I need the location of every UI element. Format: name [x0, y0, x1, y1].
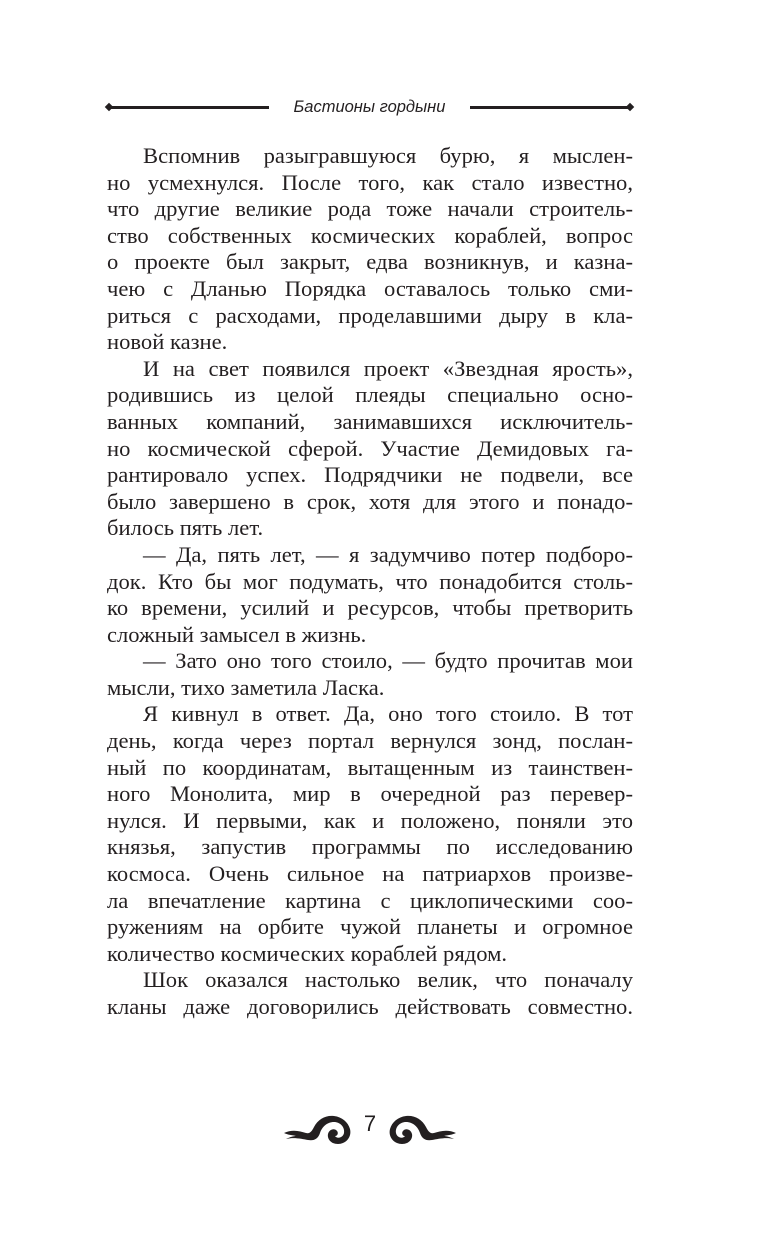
text-line: И на свет появился проект «Звездная ярость», [143, 355, 633, 381]
paragraph [107, 143, 633, 356]
text-line: рантировало успех. Подрядчики не подвели, все [107, 462, 633, 488]
text-line: ружениям на орбите чужой планеты и огромное [107, 914, 633, 940]
text-line: билось пять лет. [107, 515, 264, 541]
text-line: князья, запустив программы по исследованию [107, 834, 633, 860]
running-head [105, 94, 634, 120]
page-number: 7 [363, 1111, 377, 1136]
text-line: Шок оказался настолько велик, что поначалу [143, 967, 633, 993]
page-footer [270, 1105, 470, 1155]
text-line: космоса. Очень сильное на патриархов произве- [107, 861, 633, 887]
text-line: мысли, тихо заметила Ласка. [107, 674, 385, 700]
text-line: ла впечатление картина с циклопическими соо- [107, 887, 633, 913]
text-line: было завершено в срок, хотя для этого и понадо- [107, 488, 633, 514]
text-line: но космической сферой. Участие Демидовых га- [107, 435, 633, 461]
text-line: день, когда через портал вернулся зонд, послан- [107, 728, 633, 754]
text-line: количество космических кораблей рядом. [107, 940, 508, 966]
text-line: ванных компаний, занимавшихся исключитель- [107, 408, 633, 434]
text-line: ко времени, усилий и ресурсов, чтобы претворить [107, 595, 633, 621]
text-line: чею с Дланью Порядка оставалось только сми- [107, 275, 633, 301]
text-line: о проекте был закрыт, едва возникнув, и казна- [107, 249, 633, 275]
text-line: Я кивнул в ответ. Да, оно того стоило. В тот [143, 701, 633, 727]
text-line: ный по координатам, вытащенным из таинствен- [107, 754, 633, 780]
paragraph [107, 356, 633, 542]
text-line: Вспомнив разыгравшуюся бурю, я мыслен- [143, 143, 633, 168]
text-line: родившись из целой плеяды специально осно- [107, 382, 633, 408]
running-head-title: Бастионы гордыни [293, 98, 446, 116]
text-line: новой казне. [107, 329, 228, 355]
paragraph [107, 542, 633, 648]
text-line: что другие великие рода тоже начали строитель- [107, 196, 633, 222]
paragraph [107, 701, 633, 967]
text-line: ство собственных космических кораблей, вопрос [107, 222, 633, 248]
running-head-rule-right [470, 106, 630, 109]
text-line: ного Монолита, мир в очередной раз перевер- [107, 781, 633, 807]
page-body [107, 143, 633, 1021]
text-line: нулся. И первыми, как и положено, поняли это [107, 807, 633, 833]
text-line: — Зато оно того стоило, — будто прочитав мои [143, 648, 633, 674]
paragraph [107, 648, 633, 701]
text-line: кланы даже договорились действовать совместно. [107, 994, 633, 1019]
text-line: риться с расходами, проделавшими дыру в кла- [107, 302, 633, 328]
text-line: сложный замысел в жизнь. [107, 621, 367, 647]
scroll-ornament-right-icon [386, 1109, 458, 1147]
text-line: но усмехнулся. После того, как стало известно, [107, 169, 633, 195]
paragraph [107, 967, 633, 1020]
text-line: док. Кто бы мог подумать, что понадобится столь- [107, 568, 633, 594]
text-line: — Да, пять лет, — я задумчиво потер подборо- [143, 541, 633, 567]
